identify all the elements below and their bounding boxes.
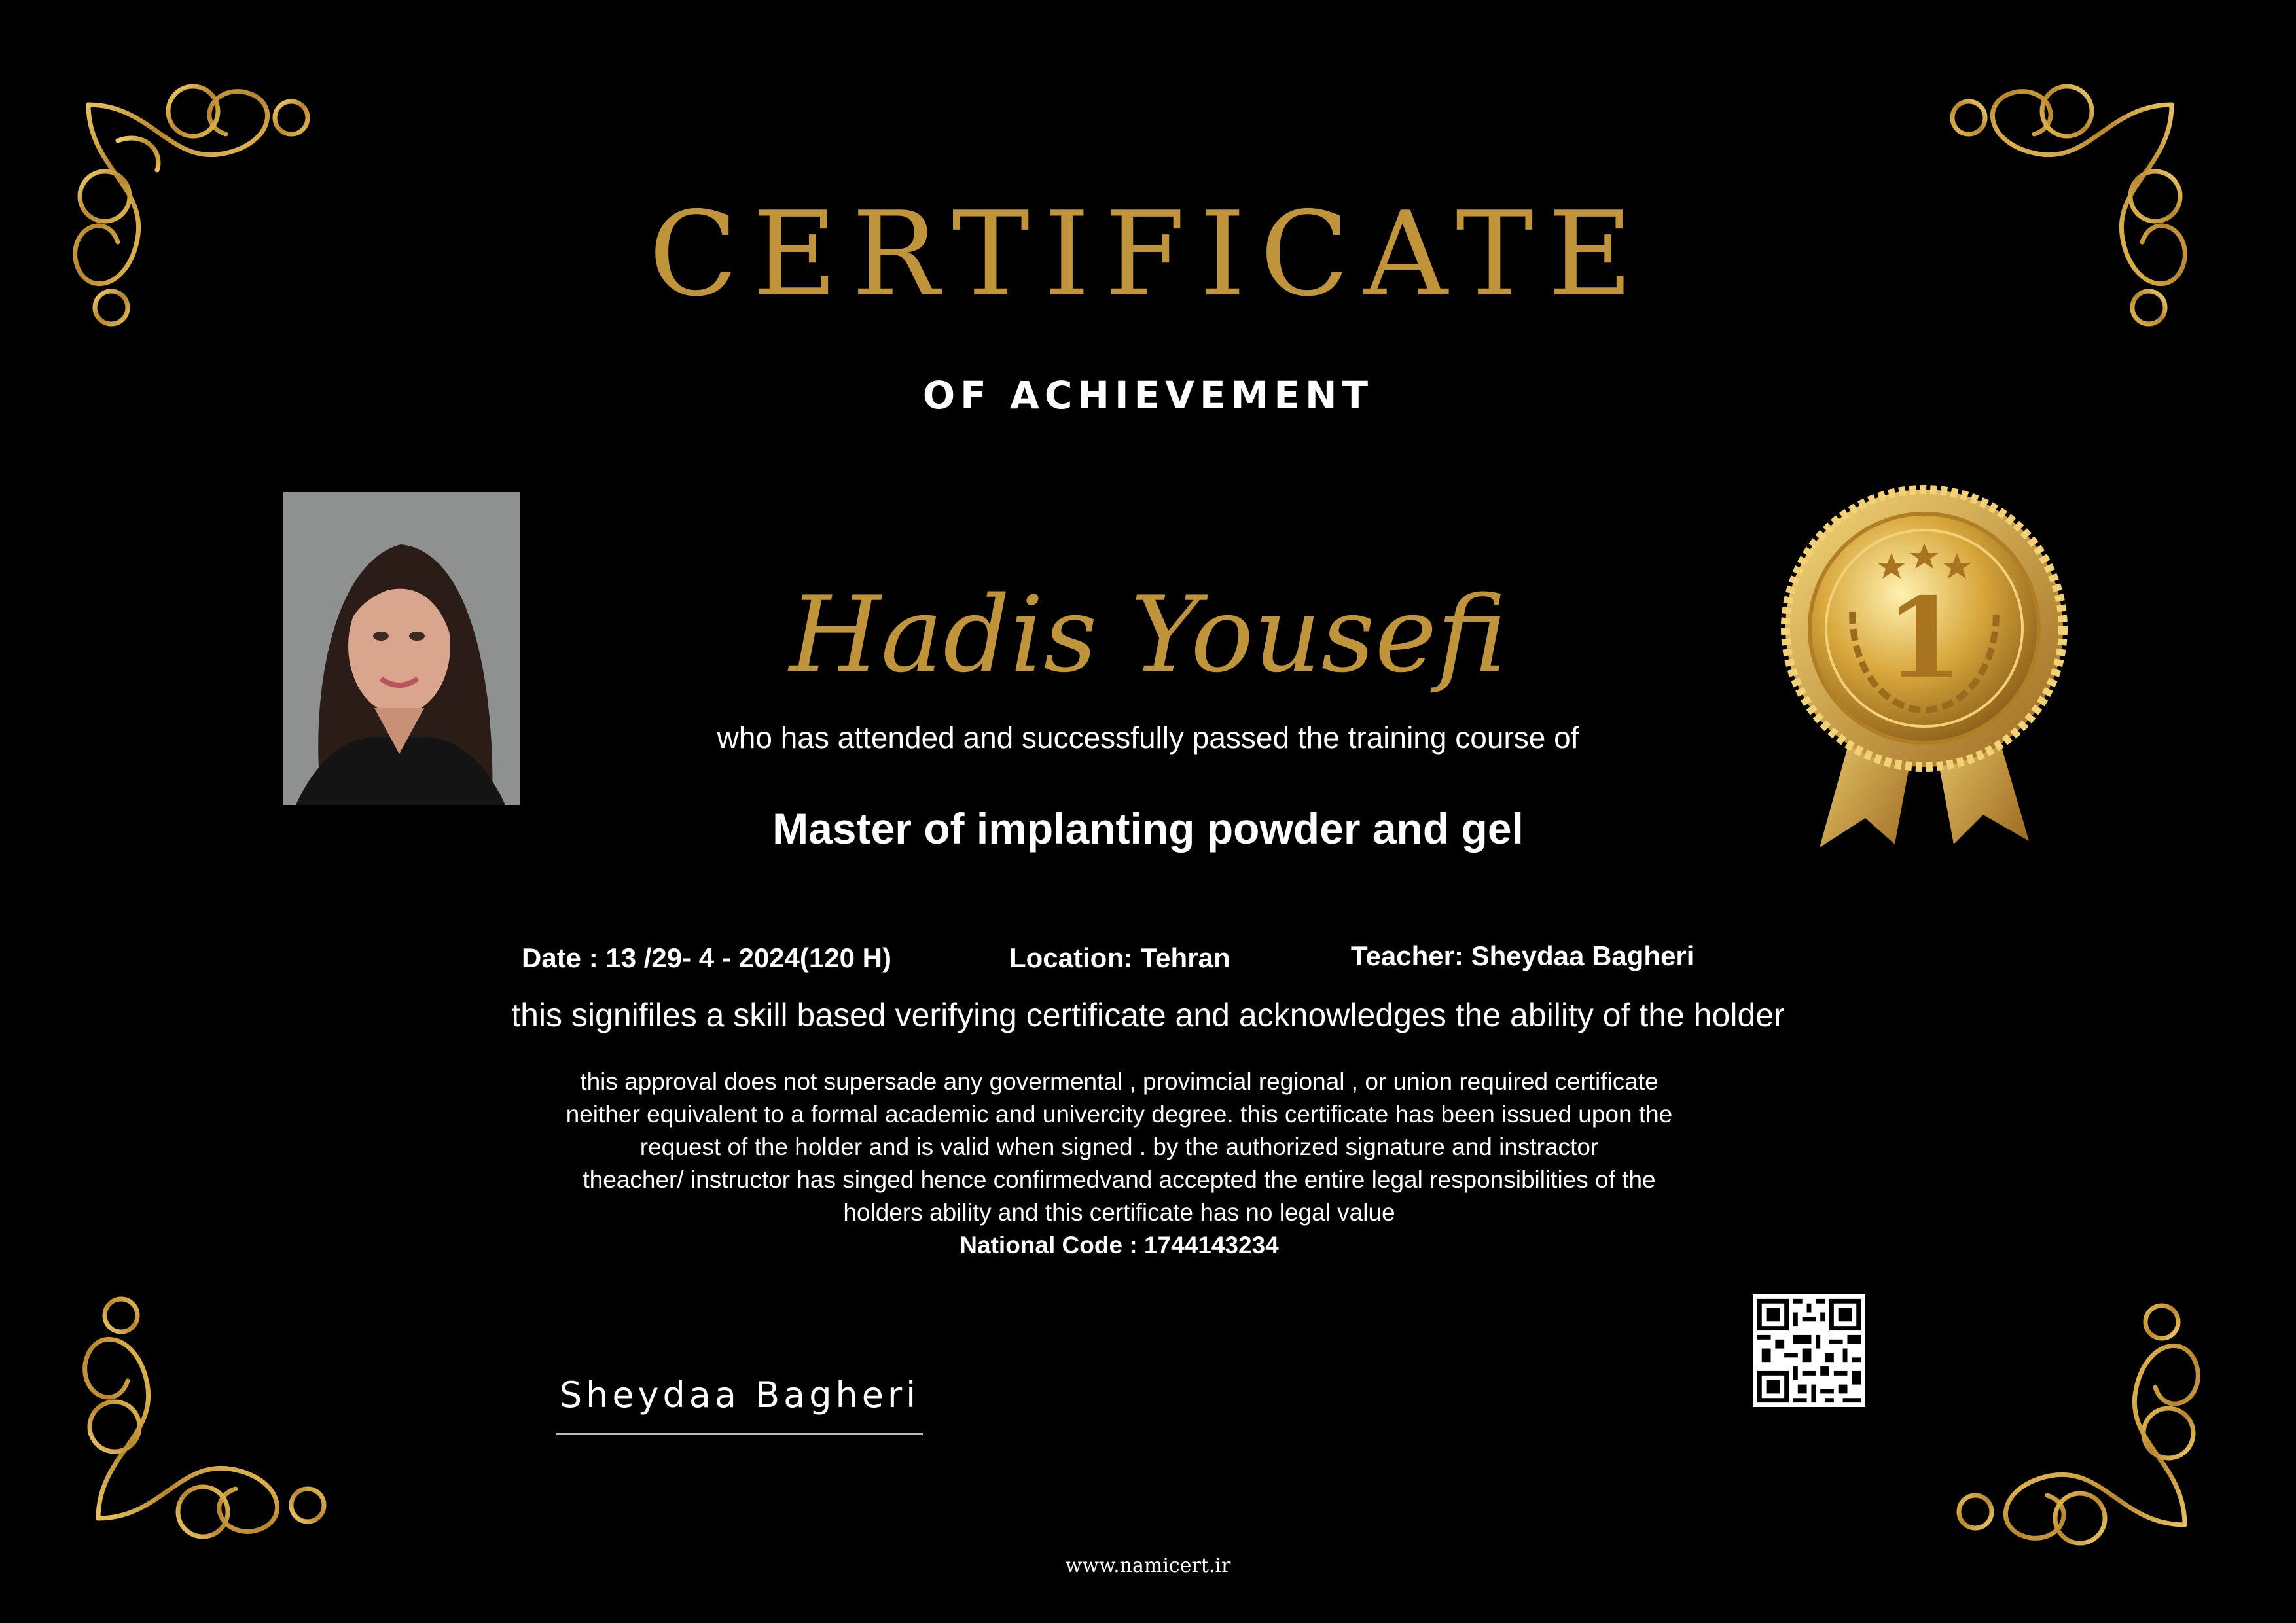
national-code-value: 1744143234: [1143, 1232, 1279, 1258]
legal-line: this approval does not supersade any govermental , provimcial regional , or union required certificate: [580, 1068, 1659, 1095]
ornament-bottom-left: [85, 1106, 511, 1537]
teacher-name: Sheydaa Bagheri: [1471, 940, 1695, 971]
attended-text: who has attended and successfully passed the training course of: [717, 721, 1579, 755]
signature-line: [556, 1433, 923, 1435]
legal-disclaimer: [511, 1065, 1728, 1262]
website-link[interactable]: www.namicert.ir: [1065, 1554, 1231, 1577]
national-code: [511, 1229, 1728, 1262]
qr-code[interactable]: [1753, 1294, 1865, 1407]
teacher-prefix: Teacher:: [1351, 940, 1463, 971]
certificate-subtitle: OF ACHIEVEMENT: [922, 373, 1374, 418]
signature-name: Sheydaa Bagheri: [559, 1374, 920, 1416]
teacher-info: [1351, 940, 1694, 972]
course-name: Master of implanting powder and gel: [772, 804, 1524, 853]
date-label: Date : 13 /29- 4 - 2024(120 H): [522, 942, 891, 973]
recipient-name: Hadis Yousefi: [789, 573, 1507, 696]
legal-line: theacher/ instructor has singed hence confirmedvand accepted the entire legal responsibilities of the: [583, 1166, 1656, 1193]
medal-number: 1: [1885, 573, 1964, 704]
location-label: Location: Tehran: [1009, 942, 1230, 973]
legal-line: request of the holder and is valid when signed . by the authorized signature and instractor: [639, 1133, 1599, 1160]
signifies-text: this signifiles a skill based verifying certificate and acknowledges the ability of the holder: [511, 997, 1785, 1033]
certificate-title: CERTIFICATE: [649, 187, 1647, 322]
gold-medal-seal: [1767, 468, 2081, 861]
legal-line: neither equivalent to a formal academic and univercity degree. this certificate has been issued upon the: [565, 1101, 1673, 1128]
national-code-label: National Code :: [960, 1232, 1138, 1258]
legal-line: holders ability and this certificate has no legal value: [843, 1199, 1395, 1226]
